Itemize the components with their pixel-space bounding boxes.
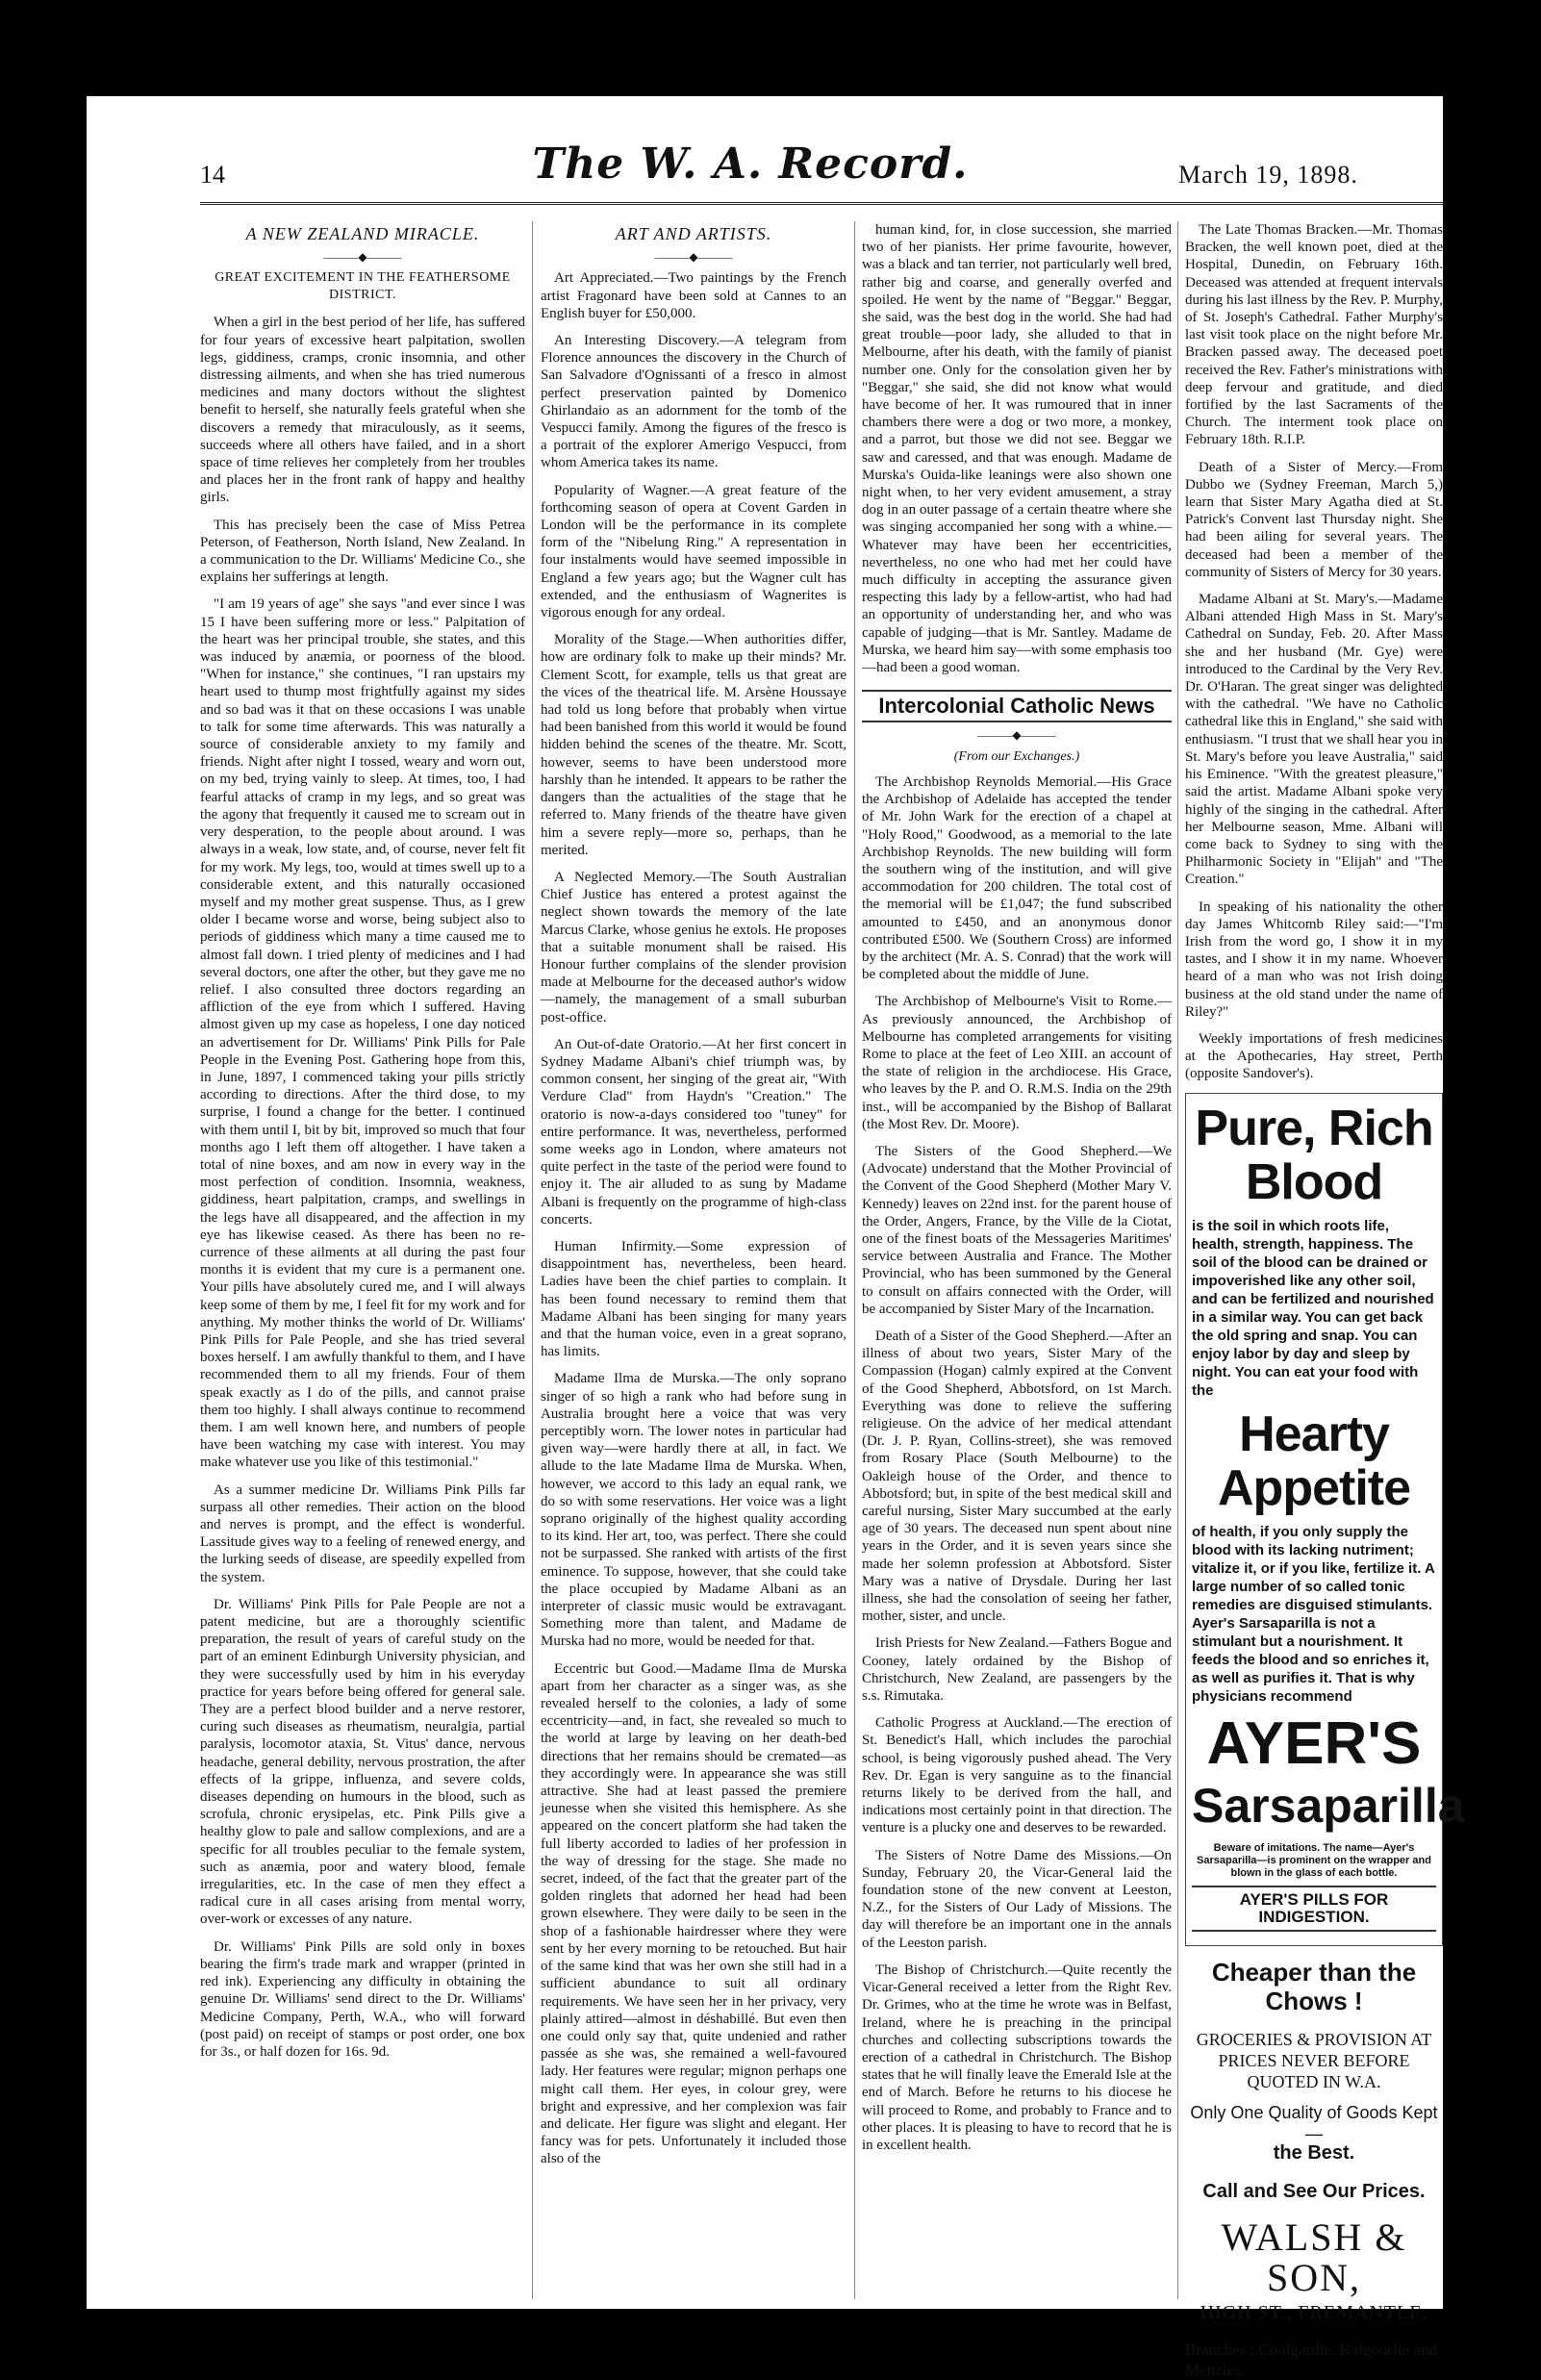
article-paragraph: human kind, for, in close succession, she married two of her pianists. Her prime favourite, however, was a black and tan terrier, not particularly well bred, rather big and coarse, and generally overfed and spoiled. He went by the name of "Beggar." Beggar, she said, was the best dog in the world. She had had great trouble—poor lady, she alluded to that in Melbourne, after his death, with the family of pianist number one. Only for the consolation given her by "Beggar," she said, she did not know what would have become of her. It was rumoured that in inner chambers there were a dog or two more, a monkey, and a parrot, but those we did not see. Beggar we saw and caressed, and that was enough. Madame de Murska's Ouida-like leanings were also shown one night when, to her very evident amusement, a stray dog in an outer passage of a certain theatre where she was singing accompanied her song with a whine.—Whatever may have been her eccentricities, nevertheless, no one who had met her could have much difficulty in accepting the assurance given respecting this lady by a fellow-artist, who had had an opportunity of understanding her, and who was capable of judging—that is Mr. Santley. Madame de Murska, we heard him say—with some emphasis too—had been a good woman. (862, 222, 1172, 676)
news-item: Irish Priests for New Zealand.—Fathers Bogue and Cooney, lately ordained by the Bishop of Christchurch, New Zealand, are passengers by the s.s. Rimutaka. (862, 1635, 1172, 1705)
header-rule (200, 202, 1443, 205)
ad-branches: Branches : Coolgardie, Kalgoorlie and Menzies. (1185, 2340, 1438, 2379)
ad-headline: Pure, Rich Blood (1195, 1100, 1433, 1210)
ad-text: is the soil in which roots life, health, strength, happiness. The soil of the blood can be drained or impoverished like any other soil, and can be fertilized and nourished in a similar way. You can get back the old spring and snap. You can enjoy labor by day and sleep by night. You can eat your food with the (1192, 1217, 1434, 1399)
ad-text: GROCERIES & PROVISION AT PRICES NEVER BEFORE QUOTED IN W.A. (1196, 2029, 1432, 2091)
article-paragraph: Popularity of Wagner.—A great feature of the forthcoming season of opera at Covent Garden in London will be the performance in its complete form of the "Nibelung Ring." A representation in four instalments would have seemed impossible in England a few years ago; but the Wagner cult has extended, and the enthusiasm of Wagnerites is vigorous enough for any ordeal. (541, 482, 846, 621)
section-heading: ART AND ARTISTS. (615, 224, 772, 243)
ad-firm-name: WALSH & SON, (1221, 2215, 1407, 2300)
ad-brand-product: Sarsaparilla (1192, 1778, 1465, 1833)
ayers-sarsaparilla-advertisement (1185, 1093, 1465, 1946)
ad-text: the Best. (1273, 2141, 1355, 2164)
page-header (87, 139, 1443, 197)
column-2 (541, 221, 846, 2309)
article-paragraph: An Out-of-date Oratorio.—At her first concert in Sydney Madame Albani's chief triumph was, by common consent, her singing of the great air, "With Verdure Clad" from Haydn's "Creation." The oratorio is now-a-days considered too "tuney" for entire performance. It was, nevertheless, performed some weeks ago in London, where amateurs not quite perfect in the taste of the period were found to enjoy it. The air alluded to as sung by Madame Albani is frequently on the programme of high-class concerts. (541, 1036, 846, 1228)
news-item: The Archbishop Reynolds Memorial.—His Grace the Archbishop of Adelaide has accepted the tender of Mr. John Wark for the erection of a chapel at "Holy Rood," Goodwood, as a memorial to the late Archbishop Reynolds. The new building will form the southern wing of the institution, and will give accommodation for 200 children. The total cost of the memorial will be £1,047; the fund subscribed amounted to £450, and an anonymous donor contributed £500. We (Southern Cross) are informed by the architect (Mr. A. S. Conrad) that the work will be completed about the middle of June. (862, 773, 1172, 983)
article-paragraph: When a girl in the best period of her life, has suffered for four years of excessive heart palpitation, swollen legs, giddiness, cramps, cronic insomnia, and other distressing ailments, and when she has tried numerous medicines and many doctors without the slightest benefit to herself, she naturally feels grateful when she discovers a remedy that miraculously, as it seems, succeeds where all others have failed, and in a short space of time relieves her completely from her troubles and places her in the front rank of happy and healthy girls. (200, 315, 525, 506)
ad-headline: Hearty Appetite (1218, 1405, 1410, 1516)
article-paragraph: Morality of the Stage.—When authorities differ, how are ordinary folk to make up their minds? Mr. Clement Scott, for example, tells us that great are the vices of the theatrical life. M. Arsène Houssaye had told us long before that probably when virtue had been banished from this world it would be found hidden behind the scenes of the theatre. Mr. Scott, however, seems to have been understood more harshly than he intended. It appears to be rather the dangers than the actualities of the stage that he referred to. Many friends of the theatre have given him a severe reply—more so, perhaps, than he merited. (541, 632, 846, 858)
ad-headline: Cheaper than the Chows ! (1211, 1957, 1417, 2015)
news-item: In speaking of his nationality the other day James Whitcomb Riley said:—"I'm Irish from the word go, I show it in my tastes, and I show it in my name. Whoever heard of a man who was not Irish doing business at the old stand under the name of Riley?" (1185, 899, 1443, 1020)
article-heading: A NEW ZEALAND MIRACLE. (245, 224, 480, 243)
news-item: The Late Thomas Bracken.—Mr. Thomas Bracken, the well known poet, died at the Hospital, Dunedin, on February 16th. Deceased was attended at frequent intervals during his last illness by the Rev. P. Murphy, of St. Joseph's Cathedral. Father Murphy's last visit took place on the night before Mr. Bracken passed away. The deceased poet received the Rev. Father's ministrations with deep fervour and gratitude, and died fortified by the last Sacraments of the Church. The interment took place on February 18th. R.I.P. (1185, 222, 1443, 448)
article-subheading: GREAT EXCITEMENT IN THE FEATHERSOME DISTRICT. (215, 270, 511, 303)
article-paragraph: An Interesting Discovery.—A telegram from Florence announces the discovery in the Church of San Salvadore d'Ognissanti of a fresco in almost perfect preservation painted by Domenico Ghirlandaio as an adornment for the tomb of the Vespucci family. Among the figures of the fresco is a portrait of the explorer Amerigo Vespucci, from whom America takes its name. (541, 333, 846, 471)
article-paragraph: As a summer medicine Dr. Williams Pink Pills far surpass all other remedies. Their action on the blood and nerves is prompt, and the effect is wonderful. Lassitude gives way to a feeling of renewed energy, and the lurking seeds of disease, are speedily expelled from the system. (200, 1481, 525, 1585)
ad-brand: AYER'S (1206, 1709, 1422, 1777)
news-item: Death of a Sister of the Good Shepherd.—After an illness of about two years, Sister Mary of the Compassion (Hogan) calmly expired at the Convent of the Good Shepherd, Abbotsford, on 1st March. Everything was done to relieve the suffering religieuse. On the advice of her medical attendant (Dr. J. P. Ryan, Collins-street), she was removed from Rosary Place (South Melbourne) to the Oakleigh house of the Order, and thence to Abbotsford; but, in spite of the best medical skill and careful nursing, Sister Mary succumbed at the early age of 30 years. The deceased nun spent about nine years in the Order, and it is seven years since she made her solemn profession at Abbotsford. Sister Mary was a native of Drysdale. During her last illness, she had the consolation of seeing her father, mother, sister, and uncle. (862, 1328, 1172, 1625)
news-item: The Bishop of Christchurch.—Quite recently the Vicar-General received a letter from the Right Rev. Dr. Grimes, who at the time he wrote was in Belfast, Ireland, where he is preaching in the principal churches and collecting subscriptions towards the erection of a cathedral in Christchurch. The Bishop states that he will finally leave the Emerald Isle at the end of March. Before he returns to his diocese he will proceed to Rome, and probably to France and to other places. It is pleasing to have to record that he is in excellent health. (862, 1962, 1172, 2153)
column-4 (1185, 221, 1465, 2379)
article-paragraph: A Neglected Memory.—The South Australian Chief Justice has entered a protest against the neglect shown towards the memory of the late Marcus Clarke, whose genius he extols. He proposes that a suitable monument shall be raised. His Honour further complains of the slender provision made at Melbourne for the deceased author's widow—namely, the management of a small suburban post-office. (541, 869, 846, 1025)
ornament-divider: ———◆——— (323, 250, 402, 265)
page-number: 14 (200, 161, 225, 189)
news-item: Death of a Sister of Mercy.—From Dubbo we (Sydney Freeman, March 5,) learn that Sister Mary Agatha died at St. Patrick's Convent last Thursday night. She had been ailing for several years. The deceased had been a member of the community of Sisters of Mercy for 30 years. (1185, 459, 1443, 580)
article-paragraph: Dr. Williams' Pink Pills for Pale People are not a patent medicine, but are a thoroughly scientific preparation, the result of years of careful study on the part of an eminent Edinburgh University physician, and they were successfully used by him in his everyday practice for years before being offered for general sale. They are a perfect blood builder and a nerve restorer, curing such diseases as rheumatism, neuralgia, partial paralysis, locomotor ataxia, St. Vitus' dance, nervous headache, general debility, nervous prostration, the after effects of la grippe, influenza, and severe colds, diseases depending on humours in the blood, such as scrofula, chronic erysipelas, etc. Pink Pills give a healthy glow to pale and sallow complexions, and are a specific for all troubles peculiar to the female system, such as anæmia, poor and watery blood, female irregularities, etc. In the case of men they effect a radical cure in all cases arising from mental worry, over-work or excesses of any nature. (200, 1596, 525, 1928)
news-item: The Sisters of Notre Dame des Missions.—On Sunday, February 20, the Vicar-General laid the foundation stone of the new convent at Leeston, N.Z., for the Sisters of Our Lady of Missions. The day will therefore be an important one in the annals of the Leeston parish. (862, 1847, 1172, 1951)
news-item: Madame Albani at St. Mary's.—Madame Albani attended High Mass in St. Mary's Cathedral on Sunday, Feb. 20. After Mass she and her husband (Mr. Gye) were introduced to the Cardinal by the Very Rev. Dr. O'Haran. The great singer was delighted with the cathedral. "We have no Catholic cathedral like this in England," she said with enthusiasm. "I trust that we shall hear you in St. Mary's before you leave Australia," said his Eminence. "With the greatest pleasure," said the artist. Madame Albani spoke very highly of the singing in the cathedral. After her Melbourne season, Mme. Albani will come back to Sydney to sing with the Philharmonic Society in "Elijah" and "The Creation." (1185, 592, 1443, 888)
article-paragraph: Madame Ilma de Murska.—The only soprano singer of so high a rank who had before sung in Australia brought here a voice that was very perceptibly worn. The lower notes in particular had given way—were hardly there at all, in fact. We allude to the late Madame Ilma de Murska. When, however, we accord to this lady an equal rank, we do so with some reservations. Her voice was a light soprano originally of the highest quality according to its kind. Her art, too, was perfect. There she could not be surpassed. She ranked with artists of the first eminence. To suppose, however, that she could take the place occupied by Madame Albani as an interpreter of classic music would be extravagant. Something more than talent, and Madame de Murska had no more, would be needed for that. (541, 1371, 846, 1650)
ad-address: HIGH ST., FREMANTLE. (1200, 2302, 1428, 2324)
ad-pills-banner: AYER'S PILLS FOR INDIGESTION. (1192, 1886, 1436, 1932)
ornament-divider: ———◆——— (977, 728, 1056, 743)
column-divider (1177, 221, 1178, 2299)
column-divider (854, 221, 855, 2299)
news-item: The Archbishop of Melbourne's Visit to Rome.—As previously announced, the Archbishop of Melbourne has completed arrangements for visiting Rome to place at the feet of Leo XIII. an account of the state of religion in the archdiocese. His Grace, who leaves by the P. and O. R.M.S. India on the 29th inst., will be accompanied by the Bishop of Ballarat (the Most Rev. Dr. Moore). (862, 994, 1172, 1132)
ad-text: Only One Quality of Goods Kept— (1190, 2102, 1438, 2143)
article-paragraph: Dr. Williams' Pink Pills are sold only in boxes bearing the firm's trade mark and wrapper (printed in red ink). Experiencing any difficulty in obtaining the genuine Dr. Williams' send direct to the Dr. Williams' Medicine Company, Perth, W.A., who will forward (post paid) on receipt of stamps or post order, one box for 3s., or half dozen for 16s. 9d. (200, 1938, 525, 2060)
article-paragraph: Art Appreciated.—Two paintings by the French artist Fragonard have been sold at Cannes to an English buyer for £50,000. (541, 270, 846, 321)
column-divider (532, 221, 533, 2299)
section-subheading: (From our Exchanges.) (953, 748, 1080, 764)
column-3 (862, 221, 1172, 2309)
news-item: Weekly importations of fresh medicines at the Apothecaries, Hay street, Perth (opposite Sandover's). (1185, 1030, 1443, 1082)
section-heading: Intercolonial Catholic News (862, 690, 1172, 722)
issue-date: March 19, 1898. (1178, 161, 1358, 189)
ad-warning: Beware of imitations. The name—Ayer's Sarsaparilla—is prominent on the wrapper and blown in the glass of each bottle. (1197, 1841, 1431, 1879)
walsh-and-son-advertisement (1185, 1958, 1443, 2380)
masthead: The W. A. Record. (532, 139, 969, 189)
newspaper-page (87, 96, 1465, 2379)
news-item: The Sisters of the Good Shepherd.—We (Advocate) understand that the Mother Provincial of the Convent of the Good Shepherd (Mother Mary V. Kennedy) leaves on 22nd inst. for the parent house of the Order, Angers, France, by the Ville de la Ciotat, one of the finest boats of the Messageries Maritimes' service between Australia and France. The Mother Provincial, who has been summoned by the General to consult on affairs connected with the Order, will be accompanied by Sister Mary of the Incarnation. (862, 1143, 1172, 1317)
news-item: Catholic Progress at Auckland.—The erection of St. Benedict's Hall, which includes the parochial school, is being vigorously pushed ahead. The Very Rev. Dr. Egan is very sanguine as to the financial returns likely to be derived from the hall, and indications most certainly point in that direction. The venture is a plucky one and deserves to be rewarded. (862, 1715, 1172, 1836)
ad-text: Call and See Our Prices. (1202, 2181, 1426, 2203)
article-paragraph: Eccentric but Good.—Madame Ilma de Murska apart from her character as a singer was, as she revealed herself to the colonies, a lady of some eccentricity—and, in fact, she revealed so much to the world at large by leaving on her death-bed directions that her remains should be cremated—as they accordingly were. In appearance she was still attractive. She had at least passed the premiere jeunesse when she visited this hemisphere. As she appeared on the concert platform she had taken the full liberty accorded to ladies of her profession in the way of dressing for the stage. She made no secret, indeed, of the fact that the greater part of the golden ringlets that adorned her head had been grown elsewhere. They were daily to be seen in the shop of a fashionable hairdresser where they were sent by her every morning to be retouched. But hair of the same kind that was her own she still had in a sufficient abundance to suit all ordinary requirements. We have seen her in her privacy, very plainly attired—almost in déshabillé. But even then one could only say that, quite undenied and rather passée as she was, she remained a well-favoured lady. Her features were regular; mignon perhaps one might call them. Her eyes, in colour grey, were bright and expressive, and her complexion was fair and delicate. Her figure was slight and elegant. Her fancy was for pets. Unfortunately it included those also of the (541, 1660, 846, 2167)
article-paragraph: This has precisely been the case of Miss Petrea Peterson, of Featherson, North Island, New Zealand. In a communication to the Dr. Williams' Medicine Co., she explains her sufferings at length. (200, 517, 525, 586)
ornament-divider: ———◆——— (654, 250, 733, 265)
article-paragraph: Human Infirmity.—Some expression of disappointment has, nevertheless, been heard. Ladies have been the chief parties to complain. It has been found necessary to remind them that Madame Albani has been singing for many years and that the human voice, even in a great soprano, has limits. (541, 1238, 846, 1360)
article-paragraph: "I am 19 years of age" she says "and ever since I was 15 I have been suffering more or less." Palpitation of the heart was her principal trouble, she states, and this was induced by anæmia, or poorness of the blood. "When for instance," she continues, "I ran upstairs my heart used to thump most frightfully against my sides and so bad was it that on these occasions I was unable to talk for some time afterwards. This was naturally a source of considerable anxiety to my family and friends. Night after night I tossed, weary and worn out, on my bed, trying vainly to sleep. At times, too, I had fearful attacks of cramp in my legs, and so great was the agony that frequently it caused me to scream out in very desperation, to the people about around. I was always in a weak, low state, and, of course, never felt fit for my work. My legs, too, would at times swell up to a considerable extent, and this naturally occasioned myself and my mother great suspense. Thus, as I grew older I became worse and worse, being subject also to periods of giddiness which many a time caused me to almost fall down. I tried plenty of medicines and I had several doctors, one after the other, but they gave me no relief. I also consulted three doctors regarding an affliction of the eye from which I suffered. Having almost given up my case as hopeless, I one day noticed an advertisement for Dr. Williams' Pink Pills for Pale People in the Evening Post. Gathering hope from this, in June, 1897, I commenced taking your pills strictly according to directions. After the third dose, to my surprise, I found a change for the better. I continued with them until I, bit by bit, improved so much that four months ago I left them off altogether. I have taken a total of nine boxes, and am now in every way in the most perfection of condition. Insomnia, weakness, giddiness, heart palpitation, cramps, and swellings in the legs have all disappeared, and the affection in my eye has likewise ceased. As there has been no re-currence of these ailments at all during the past four months it is evident that my cure is a permanent one. Your pills have absolutely cured me, and I will always keep some of them by me, I feel fit for my work and for anything. My mother thinks the world of Dr. Williams' Pink Pills for Pale People, and she has tried several boxes herself. I am awfully thankful to them, and I have recommended them to all my friends. Four of them speak exactly as I do of the pills, and cannot praise them too highly. I shall always continue to recommend them. I am well known here, and numbers of people have been watching my case with interest. You may make whatever use you like of this testimonial." (200, 596, 525, 1471)
column-1 (200, 221, 525, 2309)
ad-text: of health, if you only supply the blood with its lacking nutriment; vitalize it, or if you like, fertilize it. A large number of so called tonic remedies are disguised stimulants. Ayer's Sarsaparilla is not a stimulant but a nourishment. It feeds the blood and so enriches it, as well as purifies it. That is why physicians recommend (1192, 1523, 1435, 1705)
